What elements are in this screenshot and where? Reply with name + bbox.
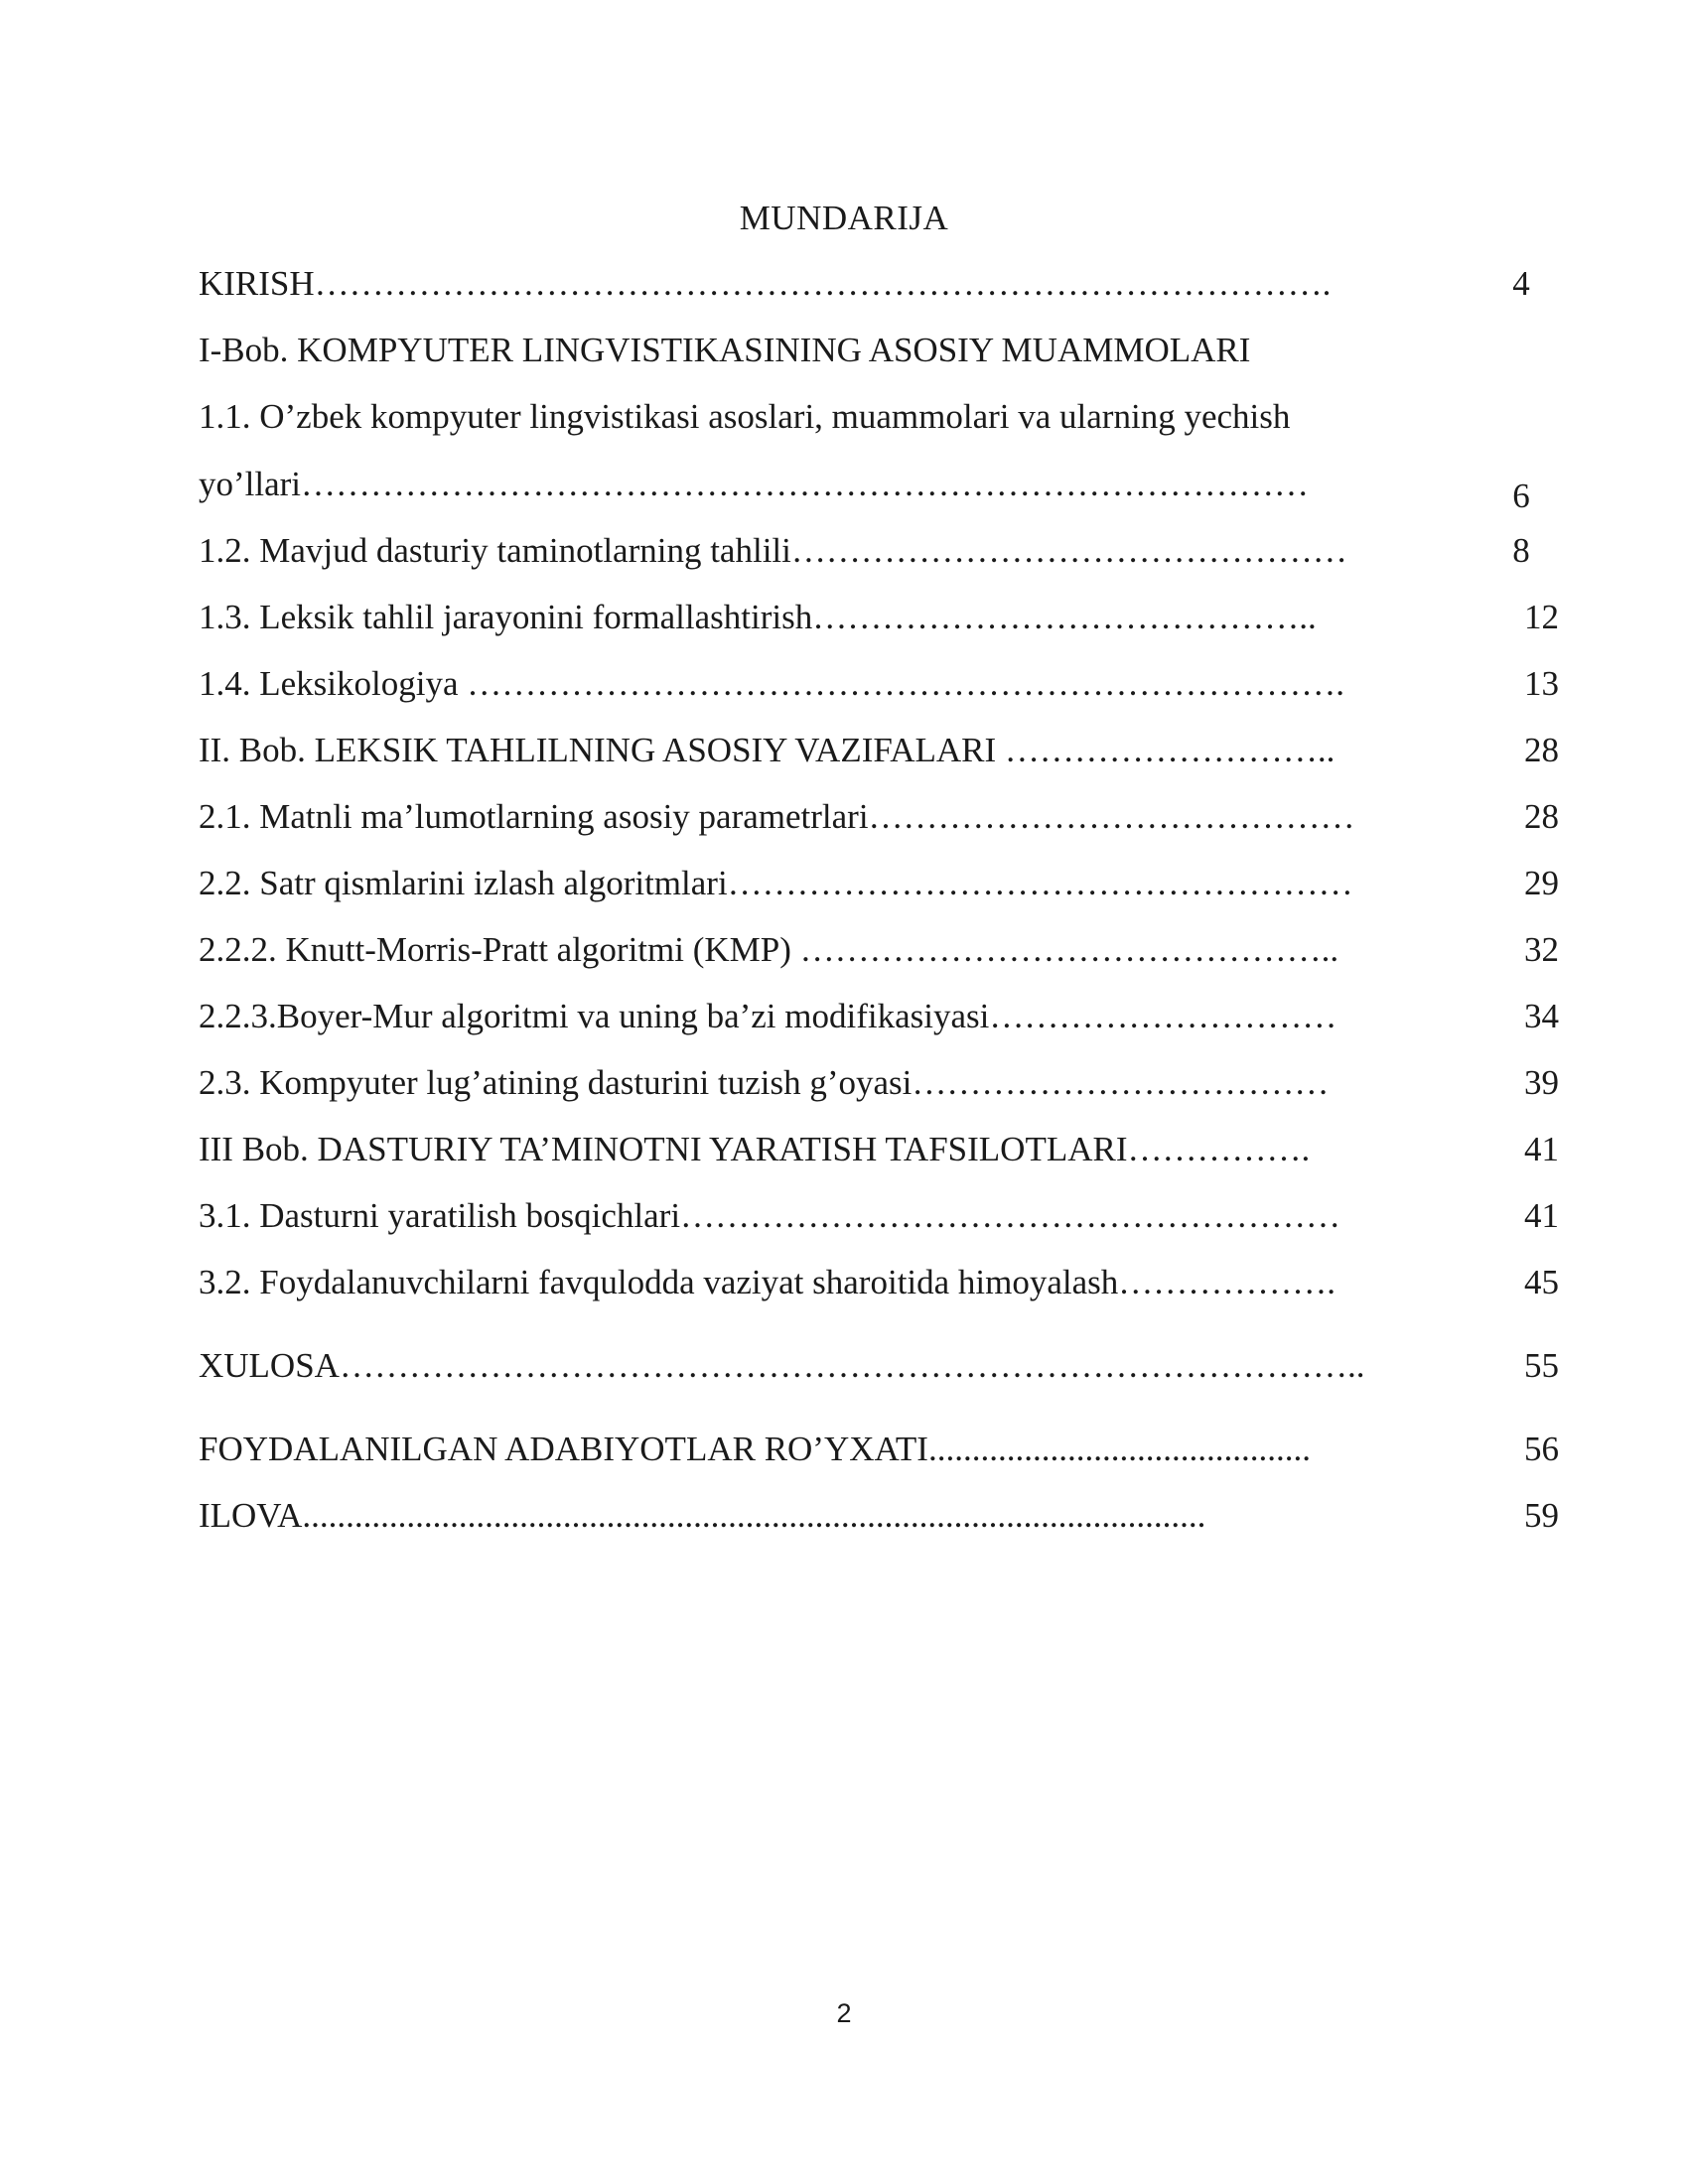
toc-entry [199,793,1559,841]
toc-entry-page: 56 [1524,1430,1559,1468]
toc-entry-text: 1.3. Leksik tahlil jarayonini formallashtirish…………………………………….. [199,598,1317,636]
toc-entry-text: III Bob. DASTURIY TA’MINOTNI YARATISH TAFSILOTLARI……………. [199,1130,1311,1168]
toc-entry-text: XULOSA…………………………………………………………………………….. [199,1346,1365,1385]
toc-entry-page: 13 [1524,664,1559,703]
toc-entry [199,860,1559,907]
toc-entry-text: 3.2. Foydalanuvchilarni favqulodda vaziyat sharoitida himoyalash………………. [199,1263,1336,1301]
toc-entry-text: KIRISH……………………………………………………………………………. [199,264,1332,303]
toc-entry-page: 12 [1524,598,1559,636]
toc-entry-text: 1.4. Leksikologiya …………………………………………………………………. [199,664,1344,703]
toc-entry [199,926,1559,974]
toc-entry-text: I-Bob. KOMPYUTER LINGVISTIKASINING ASOSIY MUAMMOLARI [199,331,1251,369]
toc-entry [199,1259,1559,1306]
toc-entry-page: 59 [1524,1496,1559,1535]
toc-entry-page: 55 [1524,1346,1559,1385]
toc-entry [199,393,1559,441]
toc-entry-text: yo’llari…………………………………………………………………………… [199,465,1310,503]
toc-chapter-heading [199,727,1559,774]
toc-entry-page: 4 [1512,264,1530,303]
toc-chapter-heading [199,327,1559,374]
toc-entry-text: 2.2.3.Boyer-Mur algoritmi va uning ba’zi modifikasiyasi………………………… [199,997,1337,1035]
toc-entry-page: 39 [1524,1063,1559,1102]
toc-entry-text: II. Bob. LEKSIK TAHLILNING ASOSIY VAZIFALARI ……………………….. [199,731,1336,769]
toc-entry-page: 32 [1524,930,1559,969]
toc-entry [199,1192,1559,1240]
toc-entry [199,594,1559,641]
toc-entry [199,1059,1559,1107]
toc-entry-page: 28 [1524,731,1559,769]
toc-entry-text: 3.1. Dasturni yaratilish bosqichlari………………………………………………… [199,1196,1341,1235]
toc-entry [199,260,1559,308]
toc-entry-page: 34 [1524,997,1559,1035]
toc-entry [199,660,1559,708]
toc-entry-page: 6 [1512,477,1530,515]
toc-entry-page: 41 [1524,1130,1559,1168]
toc-entry [199,993,1559,1040]
toc-entry-continuation [199,461,1559,515]
toc-entry-page: 45 [1524,1263,1559,1301]
toc-entry-text: 2.3. Kompyuter lug’atining dasturini tuzish g’oyasi……………………………… [199,1063,1330,1102]
toc-entry-text: 1.1. O’zbek kompyuter lingvistikasi asoslari, muammolari va ularning yechish [199,397,1291,436]
toc-entry-text: ILOVA........................................................................................................ [199,1496,1206,1535]
toc-entry-text: 2.2. Satr qismlarini izlash algoritmlari……………………………………………… [199,864,1353,902]
toc-entry-page: 8 [1512,531,1530,570]
toc-entry [199,527,1559,575]
toc-chapter-heading [199,1126,1559,1173]
toc-entry-text: 2.1. Matnli ma’lumotlarning asosiy parametrlari…………………………………… [199,797,1355,836]
toc-entry-text: 1.2. Mavjud dasturiy taminotlarning tahlili………………………………………… [199,531,1347,570]
toc-entry-page: 29 [1524,864,1559,902]
toc-entry-text: FOYDALANILGAN ADABIYOTLAR RO’YXATI............................................ [199,1430,1311,1468]
toc-entry [199,1492,1559,1540]
toc-entry-text: 2.2.2. Knutt-Morris-Pratt algoritmi (KMP) ……………………………………….. [199,930,1339,969]
toc-entry-page: 28 [1524,797,1559,836]
toc-entry-page: 41 [1524,1196,1559,1235]
toc-entry [199,1426,1559,1473]
toc-title: MUNDARIJA [739,199,949,237]
toc-entry [199,1342,1559,1390]
page-number: 2 [836,1998,852,2028]
